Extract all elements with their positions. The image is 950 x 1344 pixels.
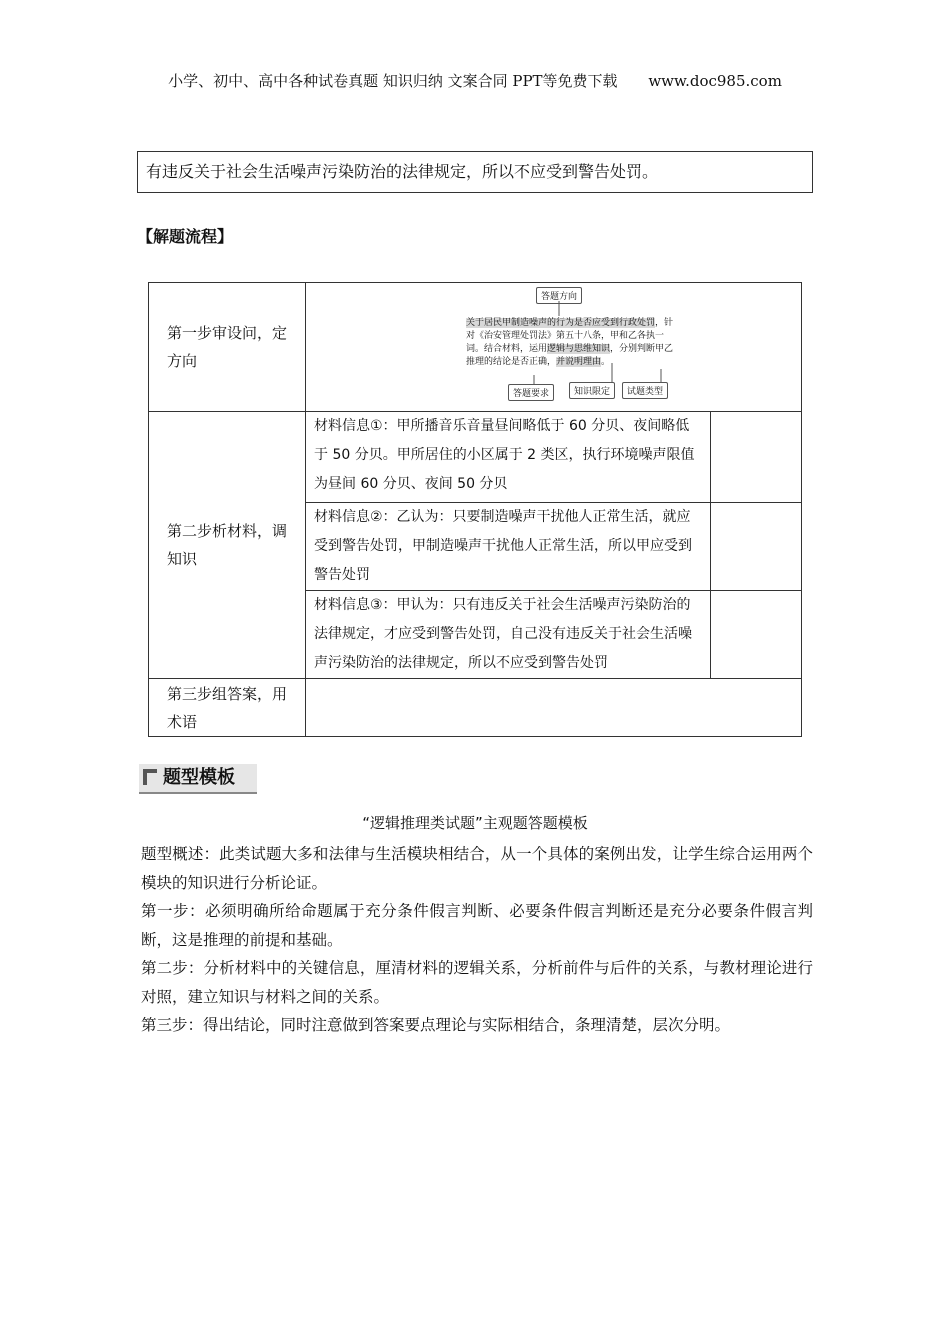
diagram-end: 。 [601, 357, 611, 367]
page-header [0, 70, 950, 91]
flow-title: 【解题流程】 [137, 227, 234, 246]
step3-blank [306, 679, 802, 737]
header-site[interactable]: www.doc985.com [648, 72, 782, 90]
paragraph-overview: 题型概述：此类试题大多和法律与生活模块相结合，从一个具体的案例出发，让学生综合运用两个模块的知识进行分析论证。 [141, 845, 813, 892]
diagram-hl-1: 关于居民甲制造噪声的行为是否应受到行政处罚 [466, 318, 656, 328]
material-info-2: 材料信息②：乙认为：只要制造噪声干扰他人正常生活，就应受到警告处罚，甲制造噪声干扰他人正常生活，所以甲应受到警告处罚 [306, 503, 711, 591]
section-tag-label: 题型模板 [163, 767, 235, 788]
step2-label: 第二步析材料，调知识 [149, 412, 306, 679]
question-diagram [306, 283, 801, 411]
step3-label: 第三步组答案，用术语 [149, 679, 306, 737]
header-text: 小学、初中、高中各种试卷真题 知识归纳 文案合同 PPT等免费下载 [168, 72, 618, 90]
diagram-question-text [466, 317, 678, 369]
material-info-1: 材料信息①：甲所播音乐音量昼间略低于 60 分贝、夜间略低于 50 分贝。甲所居住的小区属于 2 类区，执行环境噪声限值为昼间 60 分贝、夜间 50 分贝 [306, 412, 711, 503]
material-info-2-blank [711, 503, 802, 591]
diagram-label-type: 试题类型 [622, 382, 668, 399]
diagram-label-requirement: 答题要求 [508, 384, 554, 401]
diagram-label-knowledge: 知识限定 [569, 382, 615, 399]
material-info-1-blank [711, 412, 802, 503]
diagram-mid-1: ，针对《治安管理处罚法》第五十八条，甲和乙各执一词。结合材料，运用 [466, 318, 674, 354]
diagram-mid-2: ，分别判断甲乙推理的结论是否正确， [466, 344, 674, 367]
step1-label: 第一步审设问，定方向 [149, 283, 306, 412]
step1-diagram-cell [306, 283, 802, 412]
section-tag-icon [143, 769, 157, 785]
continued-answer-box: 有违反关于社会生活噪声污染防治的法律规定，所以不应受到警告处罚。 [137, 151, 813, 193]
template-title: “逻辑推理类试题”主观题答题模板 [362, 814, 588, 832]
template-body [141, 840, 813, 1040]
paragraph-step1: 第一步：必须明确所给命题属于充分条件假言判断、必要条件假言判断还是充分必要条件假言判断，这是推理的前提和基础。 [141, 902, 813, 949]
section-tag [139, 764, 257, 794]
paragraph-step3: 第三步：得出结论，同时注意做到答案要点理论与实际相结合，条理清楚，层次分明。 [141, 1016, 731, 1034]
diagram-hl-2: 逻辑与思维知识 [547, 344, 611, 354]
paragraph-step2: 第二步：分析材料中的关键信息，厘清材料的逻辑关系，分析前件与后件的关系，与教材理论进行对照，建立知识与材料之间的关系。 [141, 959, 813, 1006]
solution-flow-table [148, 282, 802, 737]
diagram-label-direction: 答题方向 [536, 287, 582, 304]
material-info-3: 材料信息③：甲认为：只有违反关于社会生活噪声污染防治的法律规定，才应受到警告处罚，自己没有违反关于社会生活噪声污染防治的法律规定，所以不应受到警告处罚 [306, 591, 711, 679]
material-info-3-blank [711, 591, 802, 679]
diagram-hl-3: 并说明理由 [556, 357, 602, 367]
